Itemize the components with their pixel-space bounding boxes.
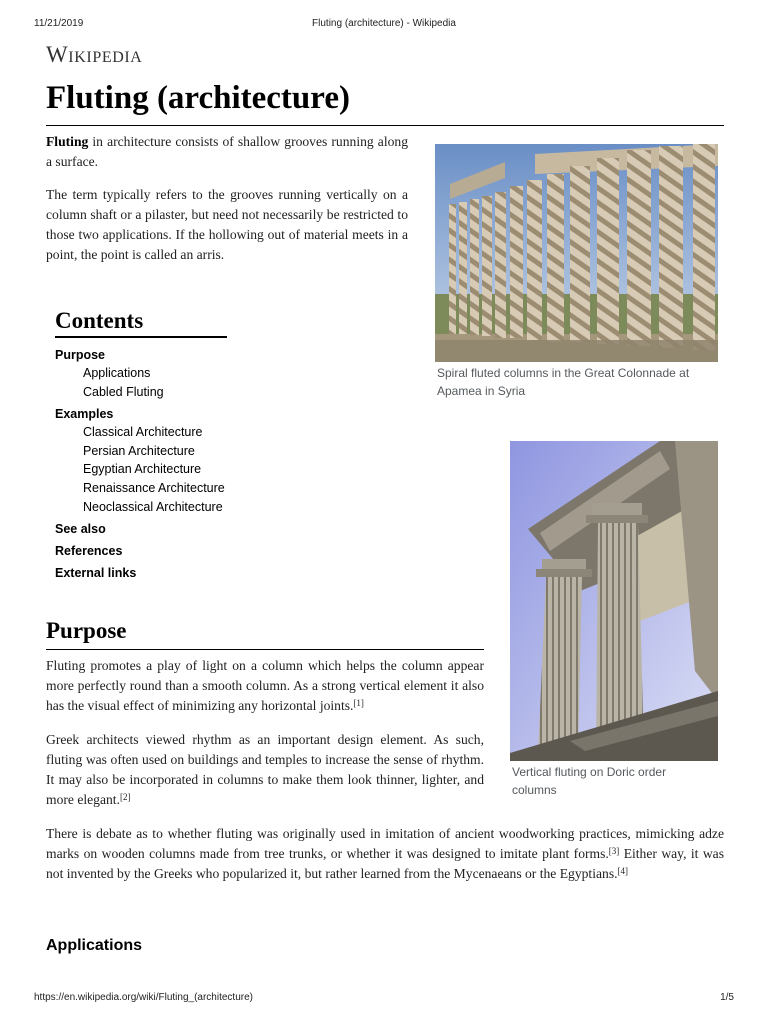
toc-list (55, 346, 227, 582)
print-title: Fluting (architecture) - Wikipedia (312, 18, 456, 29)
toc-item-references[interactable]: References (55, 544, 123, 559)
print-url: https://en.wikipedia.org/wiki/Fluting_(architecture) (34, 992, 253, 1003)
purpose-paragraph-1: Fluting promotes a play of light on a column which helps the column appear more perfectly round than a smooth column. As a strong vertical element it also has the visual effect of minimizing any horizontal joints.[1] (46, 658, 484, 713)
citation-link[interactable]: [3] (608, 846, 620, 856)
figure-caption: Vertical fluting on Doric order columns (512, 765, 667, 797)
table-of-contents (55, 308, 227, 582)
print-date: 11/21/2019 (34, 18, 84, 29)
toc-title: Contents (55, 308, 227, 338)
figure-spiral-columns (435, 144, 718, 406)
toc-item-classical-architecture[interactable]: Classical Architecture (83, 425, 203, 440)
lead-term: Fluting (46, 134, 89, 149)
figure-doric-columns (510, 441, 718, 801)
print-footer (34, 992, 734, 1006)
title-divider (46, 125, 724, 126)
section-divider (46, 649, 484, 650)
print-header (34, 18, 734, 32)
toc-item-see-also[interactable]: See also (55, 522, 106, 537)
purpose-paragraph-3: There is debate as to whether fluting was originally used in imitation of ancient woodworking practices, mimicking adze marks on wooden columns made from tree trunks, or whether it was designed to imitate plant forms.[3] Either way, it was not invented by the Greeks who popularized it, but rather learned from the Mycenaeans or the Egyptians.[4] (46, 826, 724, 881)
spiral-columns-image[interactable] (435, 144, 718, 362)
wikipedia-wordmark[interactable]: Wikipedia (46, 42, 143, 67)
page-title: Fluting (architecture) (46, 80, 350, 116)
intro-paragraph-2: The term typically refers to the grooves running vertically on a column shaft or a pilaster, but need not necessarily be restricted to those two applications. If the hollowing out of material meets in a point, the point is called an arris. (46, 187, 408, 262)
toc-item-applications[interactable]: Applications (83, 366, 151, 380)
toc-item-renaissance-architecture[interactable]: Renaissance Architecture (83, 480, 225, 495)
section-heading-purpose: Purpose (46, 618, 127, 643)
toc-item-persian-architecture[interactable]: Persian Architecture (83, 443, 195, 458)
purpose-paragraph-2: Greek architects viewed rhythm as an important design element. As such, fluting was often used on buildings and temples to increase the sense of rhythm. It may also be incorporated in columns to make them look thinner, lighter, and more elegant.[2] (46, 732, 484, 807)
citation-link[interactable]: [1] (353, 698, 364, 708)
toc-item-examples[interactable]: Examples (55, 407, 114, 422)
citation-link[interactable]: [2] (119, 792, 131, 802)
toc-item-external-links[interactable]: External links (55, 566, 137, 581)
figure-caption: Spiral fluted columns in the Great Colonnade at Apamea in Syria (437, 366, 690, 398)
doric-columns-image[interactable] (510, 441, 718, 761)
intro-paragraph-1: Fluting in architecture consists of shallow grooves running along a surface. (46, 134, 408, 169)
toc-item-purpose[interactable]: Purpose (55, 348, 106, 362)
print-page-number: 1/5 (720, 992, 734, 1003)
section-heading-applications: Applications (46, 937, 143, 954)
toc-item-cabled-fluting[interactable]: Cabled Fluting (83, 384, 164, 399)
toc-item-neoclassical-architecture[interactable]: Neoclassical Architecture (83, 499, 223, 514)
toc-item-egyptian-architecture[interactable]: Egyptian Architecture (83, 462, 202, 477)
citation-link[interactable]: [4] (617, 866, 629, 876)
